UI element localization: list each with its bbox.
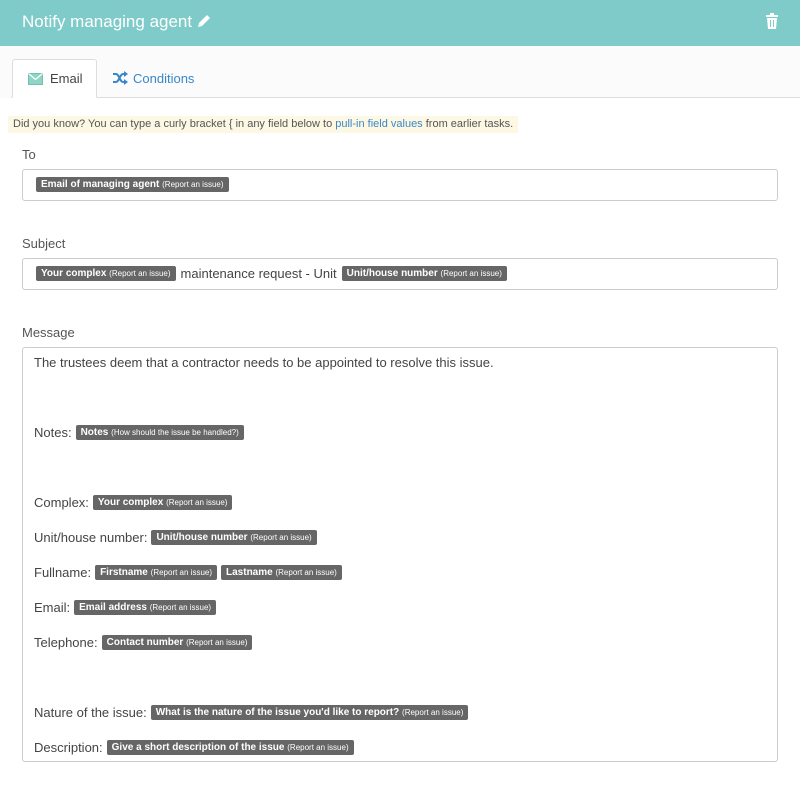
nature-line: Nature of the issue: What is the nature of the issue you'd like to report? (Report an issue) (34, 704, 470, 721)
field-tag[interactable]: Unit/house number (Report an issue) (151, 530, 316, 545)
field-tag[interactable]: Email address (Report an issue) (74, 600, 216, 615)
field-tag[interactable]: Notes (How should the issue be handled?) (76, 425, 244, 440)
fullname-line: Fullname: Firstname (Report an issue) Lastname (Report an issue) (34, 564, 344, 581)
subject-label: Subject (22, 236, 66, 251)
tab-email[interactable] (12, 59, 97, 98)
pencil-icon[interactable] (196, 13, 212, 29)
description-line: Description: Give a short description of the issue (Report an issue) (34, 739, 356, 756)
subject-field[interactable] (22, 258, 778, 290)
complex-line: Complex: Your complex (Report an issue) (34, 494, 234, 511)
task-title[interactable]: Notify managing agent (22, 12, 193, 31)
field-tag[interactable]: Lastname (Report an issue) (221, 565, 342, 580)
tip-banner (8, 116, 518, 133)
tip-suffix: from earlier tasks. (422, 118, 514, 130)
tip-prefix: Did you know? You can type a curly bracket { in any field below to (13, 118, 336, 130)
message-label: Message (22, 325, 75, 340)
message-field[interactable] (22, 347, 778, 762)
field-tag[interactable]: Email of managing agent (Report an issue) (36, 177, 229, 192)
telephone-line: Telephone: Contact number (Report an issue) (34, 634, 254, 651)
tab-conditions-label: Conditions (133, 71, 195, 86)
shuffle-icon (112, 71, 128, 85)
field-tag[interactable]: Your complex (Report an issue) (93, 495, 233, 510)
envelope-icon (28, 73, 43, 85)
subject-text: maintenance request - Unit (180, 266, 337, 281)
email-line: Email: Email address (Report an issue) (34, 599, 218, 616)
trash-icon[interactable] (764, 12, 780, 30)
tab-email-label: Email (50, 71, 83, 86)
field-tag[interactable]: What is the nature of the issue you'd like to report? (Report an issue) (151, 705, 469, 720)
field-tag[interactable]: Firstname (Report an issue) (95, 565, 217, 580)
field-tag[interactable]: Contact number (Report an issue) (102, 635, 253, 650)
to-label: To (22, 147, 36, 162)
to-field[interactable] (22, 169, 778, 201)
notes-line: Notes: Notes (How should the issue be handled?) (34, 424, 246, 441)
field-tag[interactable]: Unit/house number (Report an issue) (342, 266, 507, 281)
unit-line: Unit/house number: Unit/house number (Report an issue) (34, 529, 319, 546)
message-intro: The trustees deem that a contractor needs to be appointed to resolve this issue. (34, 355, 494, 370)
field-tag[interactable]: Give a short description of the issue (Report an issue) (107, 740, 354, 755)
field-tag[interactable]: Your complex (Report an issue) (36, 266, 176, 281)
pull-in-link[interactable]: pull-in field values (335, 118, 423, 130)
tab-conditions[interactable] (112, 59, 212, 98)
task-header (0, 0, 800, 46)
